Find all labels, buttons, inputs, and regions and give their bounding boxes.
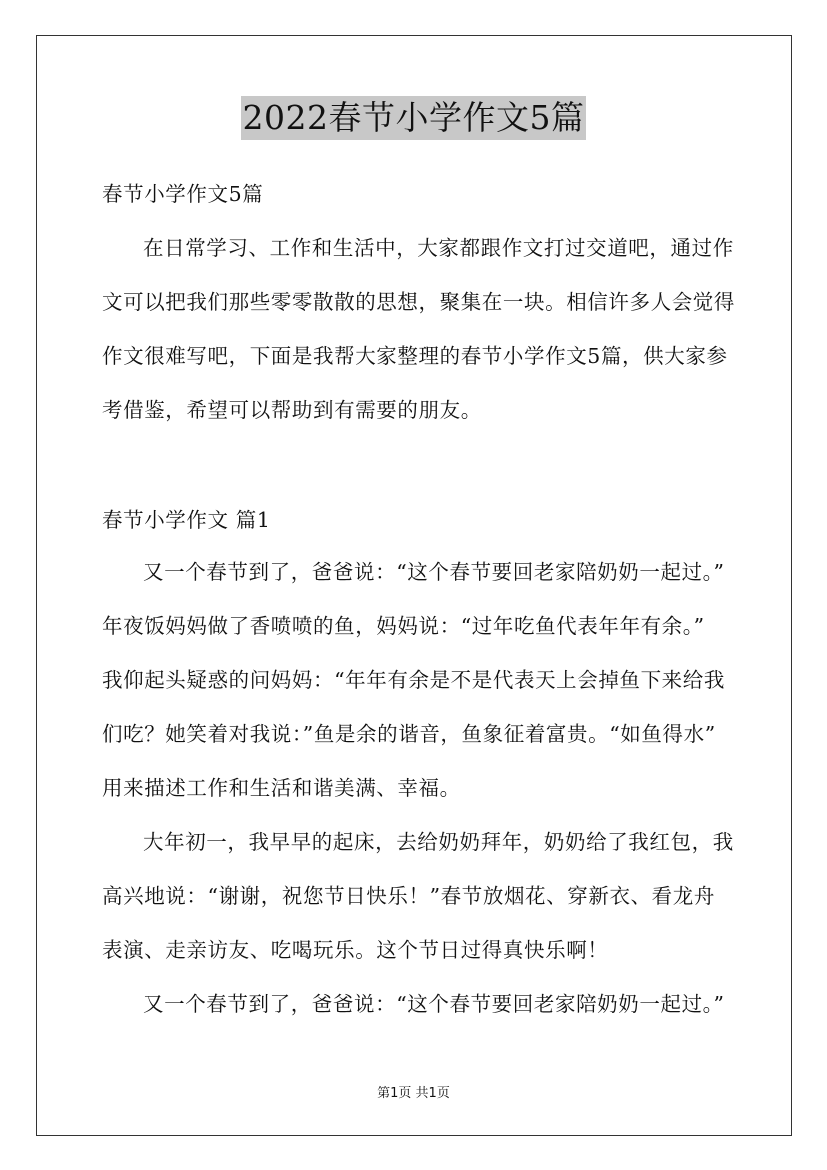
paragraph-line: 大年初一，我早早的起床，去给奶奶拜年，奶奶给了我红包，我 — [143, 830, 734, 854]
paragraph-line: 年夜饭妈妈做了香喷喷的鱼，妈妈说：“过年吃鱼代表年年有余。” — [102, 614, 705, 638]
paragraph-line: 表演、走亲访友、吃喝玩乐。这个节日过得真快乐啊！ — [102, 938, 609, 962]
intro-line: 作文很难写吧，下面是我帮大家整理的春节小学作文5篇，供大家参 — [102, 344, 728, 368]
paragraph-line: 我仰起头疑惑的问妈妈：“年年有余是不是代表天上会掉鱼下来给我 — [102, 668, 725, 692]
paragraph-line: 又一个春节到了，爸爸说：“这个春节要回老家陪奶奶一起过。” — [143, 992, 725, 1016]
intro-line: 考借鉴，希望可以帮助到有需要的朋友。 — [102, 398, 482, 422]
document-title-text: 2022春节小学作文5篇 — [241, 96, 587, 140]
paragraph-line: 用来描述工作和生活和谐美满、幸福。 — [102, 776, 461, 800]
paragraph-line: 高兴地说：“谢谢，祝您节日快乐！”春节放烟花、穿新衣、看龙舟 — [102, 884, 715, 908]
document-subtitle: 春节小学作文5篇 — [102, 182, 264, 206]
page-footer: 第1页 共1页 — [377, 1086, 450, 1101]
paragraph-line: 们吃？她笑着对我说：”鱼是余的谐音，鱼象征着富贵。“如鱼得水” — [102, 722, 716, 746]
intro-line: 文可以把我们那些零零散散的思想，聚集在一块。相信许多人会觉得 — [102, 290, 735, 314]
section-heading: 春节小学作文 篇1 — [102, 508, 271, 532]
intro-line: 在日常学习、工作和生活中，大家都跟作文打过交道吧，通过作 — [143, 236, 734, 260]
paragraph-line: 又一个春节到了，爸爸说：“这个春节要回老家陪奶奶一起过。” — [143, 560, 725, 584]
document-title — [0, 96, 827, 140]
